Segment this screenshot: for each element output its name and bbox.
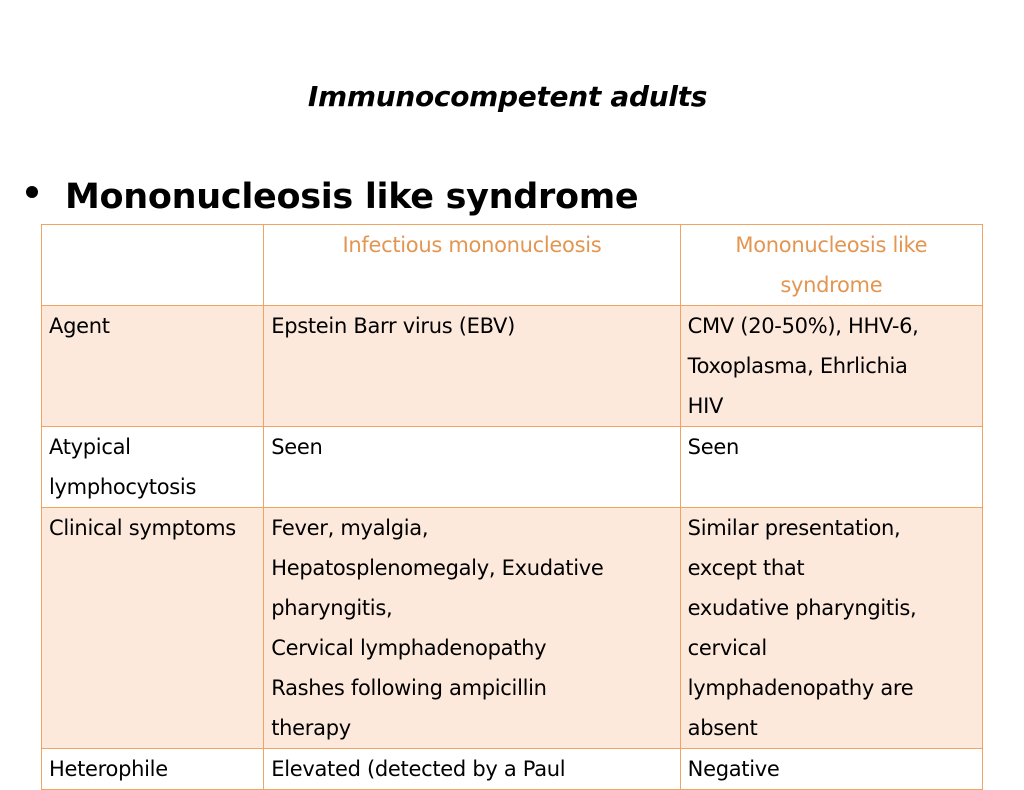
cell-line: Atypical — [49, 435, 131, 459]
header-line: Mononucleosis like — [735, 233, 928, 257]
table-row-clinical-symptoms — [42, 508, 983, 749]
row-label-cell: Heterophile — [42, 749, 264, 790]
cell-line: exudative pharyngitis, — [687, 596, 917, 620]
infectious-cell: Elevated (detected by a Paul — [264, 749, 680, 790]
like-syndrome-cell — [680, 508, 982, 749]
like-syndrome-cell: Seen — [680, 427, 982, 508]
infectious-cell: Seen — [264, 427, 680, 508]
cell-line: HIV — [687, 394, 724, 418]
cell-line: Cervical lymphadenopathy — [271, 636, 547, 660]
cell-line: Fever, myalgia, — [271, 516, 429, 540]
infectious-cell: Epstein Barr virus (EBV) — [264, 306, 680, 427]
header-cell-empty — [42, 225, 264, 306]
row-label-cell: Clinical symptoms — [42, 508, 264, 749]
cell-line: Rashes following ampicillin — [271, 676, 547, 700]
cell-line: lymphocytosis — [49, 475, 197, 499]
row-label-cell — [42, 427, 264, 508]
cell-line: therapy — [271, 716, 351, 740]
table-row-heterophile — [42, 749, 983, 790]
bullet-dot-icon — [26, 186, 38, 198]
slide-title: Immunocompetent adults — [307, 80, 708, 113]
table-header-row — [42, 225, 983, 306]
cell-line: pharyngitis, — [271, 596, 393, 620]
bullet-item — [26, 177, 638, 217]
cell-line: Similar presentation, — [687, 516, 901, 540]
row-label-cell: Agent — [42, 306, 264, 427]
like-syndrome-cell — [680, 306, 982, 427]
cell-line: Hepatosplenomegaly, Exudative — [271, 556, 604, 580]
cell-line: absent — [687, 716, 758, 740]
cell-line: CMV (20-50%), HHV-6, — [687, 314, 919, 338]
header-line: syndrome — [780, 273, 883, 297]
cell-line: Toxoplasma, Ehrlichia — [687, 354, 908, 378]
header-cell-mononucleosis-like-syndrome — [680, 225, 982, 306]
infectious-cell — [264, 508, 680, 749]
cell-line: except that — [687, 556, 805, 580]
like-syndrome-cell: Negative — [680, 749, 982, 790]
table-row-agent — [42, 306, 983, 427]
comparison-table — [41, 224, 983, 790]
bullet-text: Mononucleosis like syndrome — [65, 177, 639, 217]
cell-line: cervical — [687, 636, 767, 660]
cell-line: lymphadenopathy are — [687, 676, 914, 700]
header-cell-infectious-mononucleosis: Infectious mononucleosis — [264, 225, 680, 306]
table-row-atypical-lymphocytosis — [42, 427, 983, 508]
